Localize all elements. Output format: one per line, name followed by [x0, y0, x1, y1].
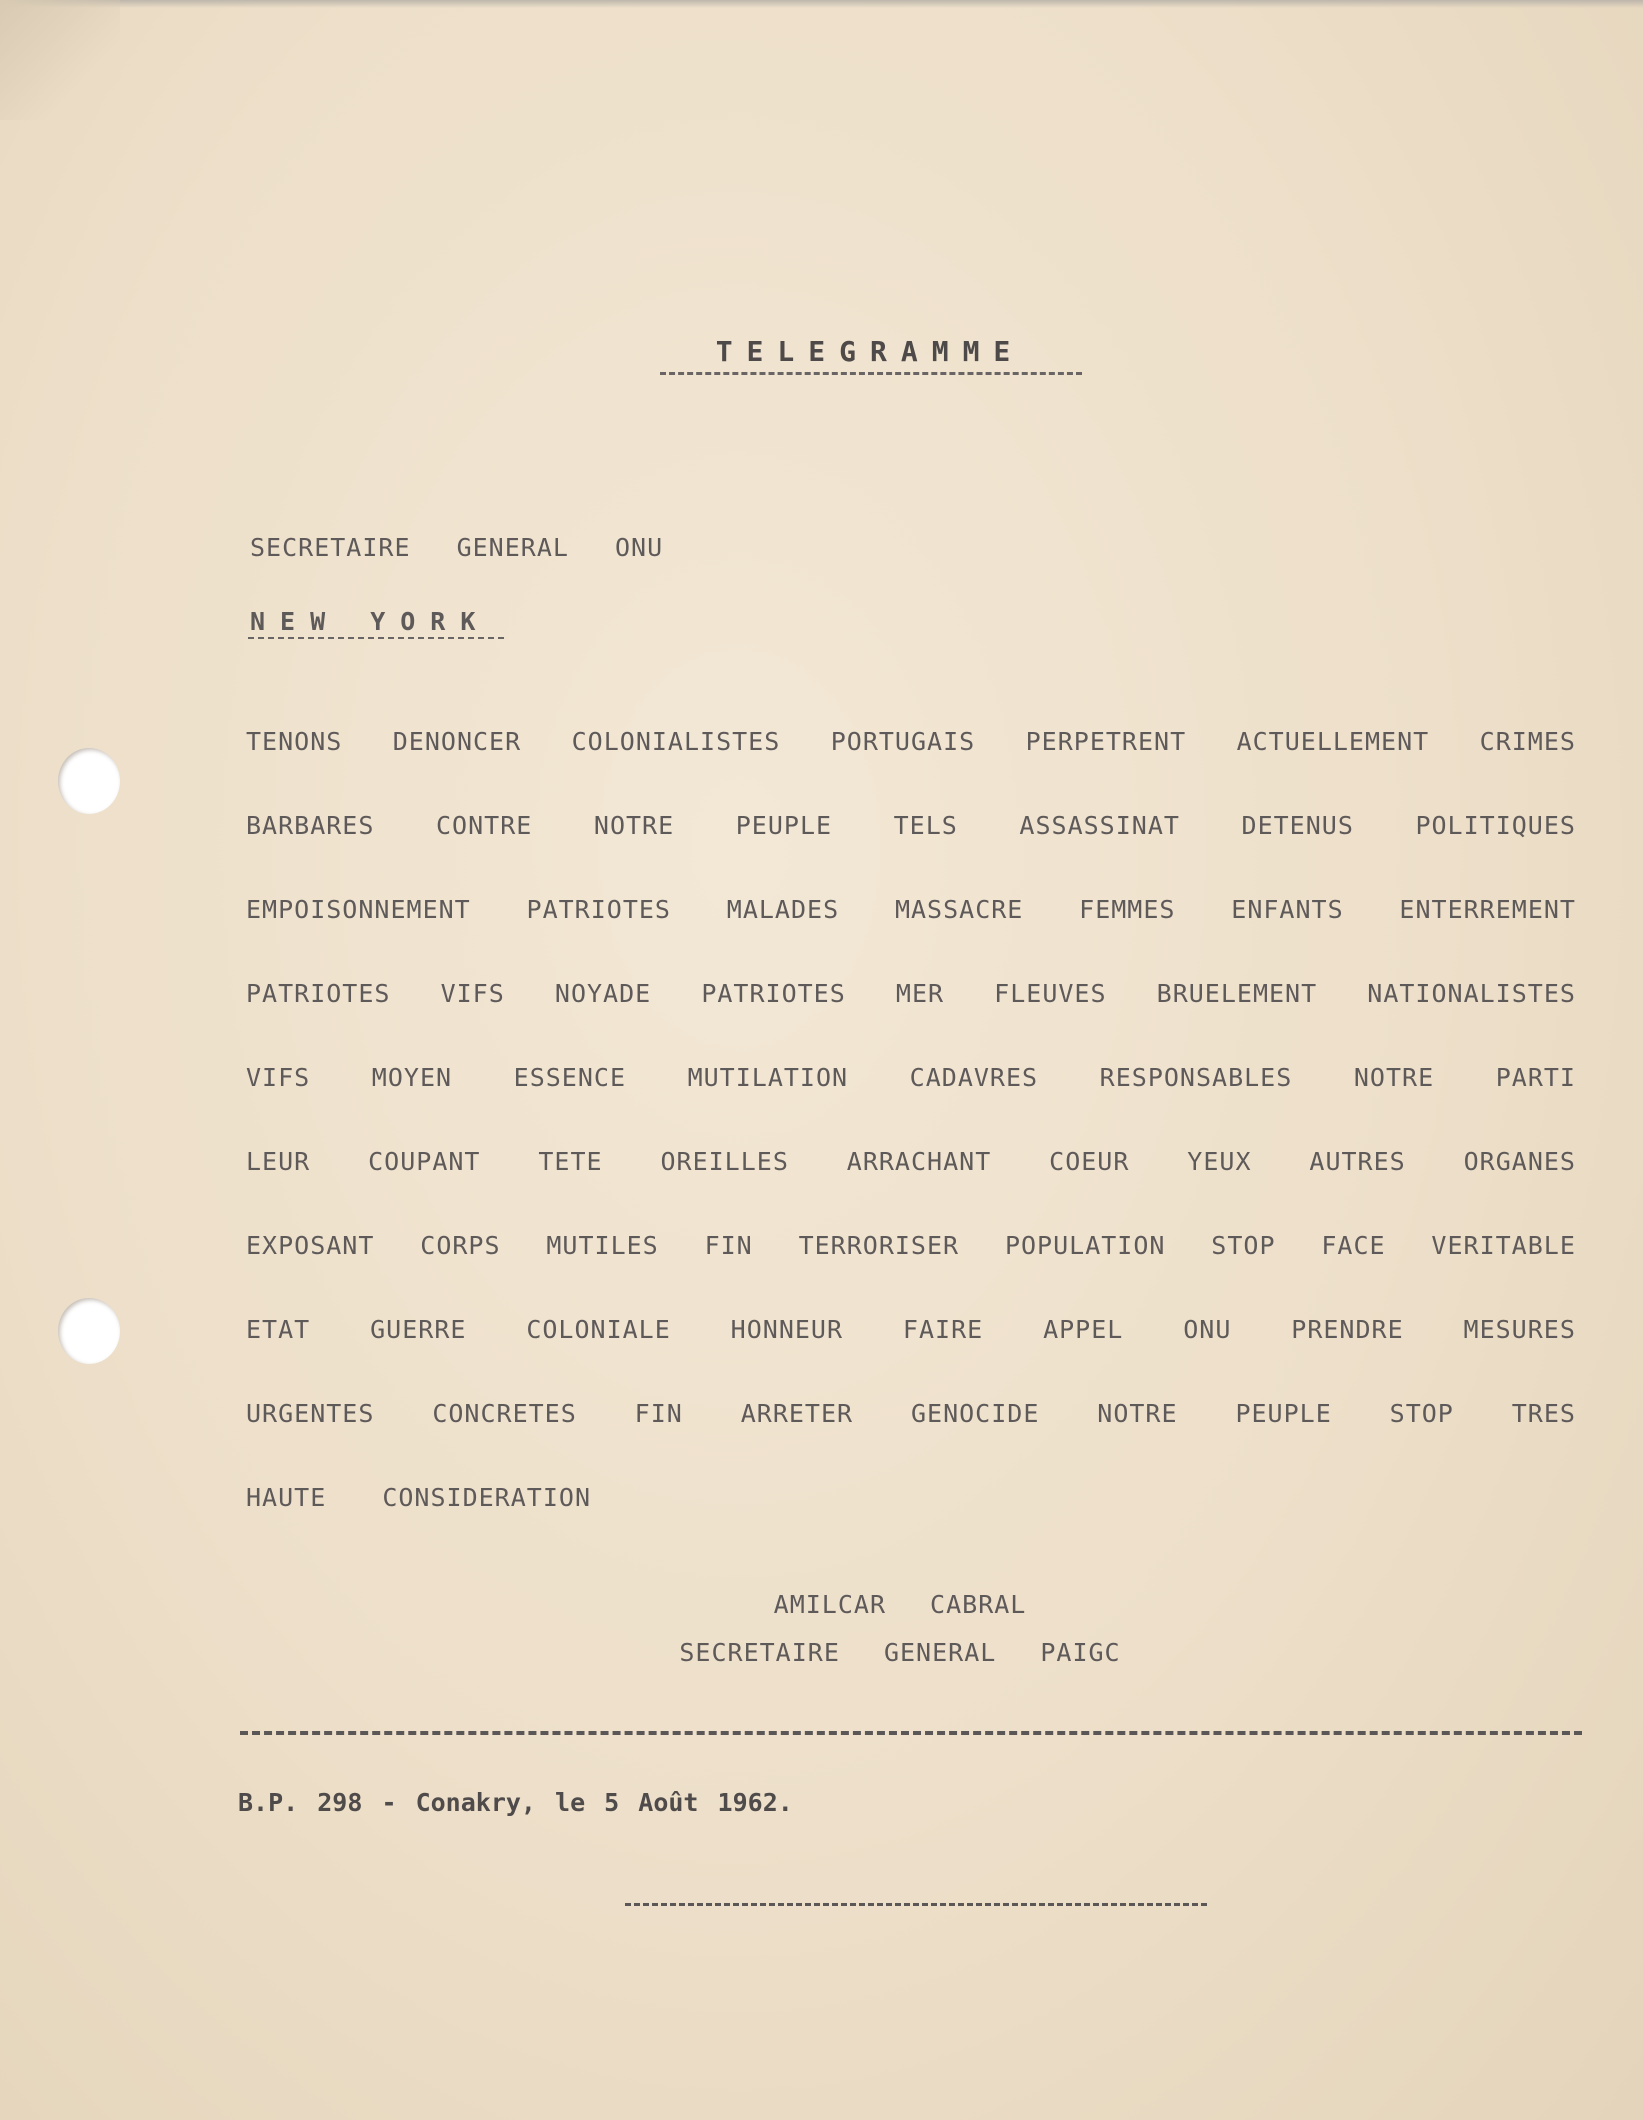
message-word: PRENDRE — [1291, 1315, 1404, 1344]
message-word: COUPANT — [368, 1147, 481, 1176]
message-word: ACTUELLEMENT — [1236, 727, 1430, 756]
message-word: MER — [895, 979, 945, 1008]
message-word: CONTRE — [436, 811, 533, 840]
message-word: EXPOSANT — [246, 1231, 375, 1260]
title-underline — [660, 372, 1082, 375]
message-word: MALADES — [726, 895, 840, 924]
message-word: CORPS — [420, 1231, 501, 1260]
message-line — [246, 1313, 1576, 1397]
message-word: GENOCIDE — [910, 1399, 1040, 1428]
message-line — [246, 1145, 1576, 1229]
message-word: TETE — [538, 1147, 603, 1176]
message-word: PEUPLE — [735, 811, 833, 840]
message-word: VIFS — [246, 1063, 311, 1092]
message-line — [246, 1061, 1576, 1145]
message-word: PARTI — [1495, 1063, 1576, 1092]
message-word: ESSENCE — [513, 1063, 626, 1092]
paper-corner-fold — [0, 0, 120, 120]
message-word: COEUR — [1049, 1147, 1130, 1176]
message-word: CRIMES — [1479, 727, 1576, 756]
punch-hole-top — [58, 748, 120, 814]
message-word: PATRIOTES — [701, 979, 846, 1008]
message-word: POLITIQUES — [1415, 811, 1576, 840]
message-body — [246, 725, 1576, 1565]
message-word: TELS — [893, 811, 958, 840]
message-word: GUERRE — [370, 1315, 467, 1344]
message-word: TERRORISER — [798, 1231, 960, 1260]
message-word: MOYEN — [371, 1063, 453, 1092]
message-word: ARRETER — [740, 1399, 854, 1428]
message-word: FEMMES — [1079, 895, 1176, 924]
message-word: PERPETRENT — [1025, 727, 1187, 756]
message-word: AUTRES — [1309, 1147, 1406, 1176]
message-word: LEUR — [246, 1147, 311, 1176]
message-word: ASSASSINAT — [1019, 811, 1180, 840]
message-word: FIN — [634, 1399, 683, 1428]
message-word: CONSIDERATION — [382, 1483, 591, 1512]
message-word: PEUPLE — [1235, 1399, 1332, 1428]
addressee-city: NEW YORK — [250, 607, 491, 636]
city-underline — [248, 637, 504, 639]
message-word: STOP — [1211, 1231, 1276, 1260]
message-word: MUTILES — [546, 1231, 659, 1260]
message-word: NOTRE — [1097, 1399, 1178, 1428]
dateline: B.P. 298 - Conakry, le 5 Août 1962. — [238, 1788, 793, 1817]
message-word: MESURES — [1463, 1315, 1576, 1344]
message-line — [246, 1481, 1576, 1565]
message-line — [246, 893, 1576, 977]
message-word: VIFS — [440, 979, 505, 1008]
message-word: FACE — [1321, 1231, 1386, 1260]
message-word: ONU — [1183, 1315, 1232, 1344]
message-line — [246, 1229, 1576, 1313]
message-word: ENFANTS — [1231, 895, 1344, 924]
message-word: STOP — [1389, 1399, 1454, 1428]
punch-hole-bottom — [58, 1298, 120, 1364]
signature-name: AMILCAR CABRAL — [773, 1590, 1027, 1619]
message-word: FIN — [704, 1231, 753, 1260]
message-word: APPEL — [1043, 1315, 1124, 1344]
message-word: FAIRE — [902, 1315, 984, 1344]
message-word: HONNEUR — [730, 1315, 844, 1344]
message-word: MUTILATION — [687, 1063, 849, 1092]
message-word: PATRIOTES — [526, 895, 671, 924]
message-word: FLEUVES — [994, 979, 1107, 1008]
separator-rule — [240, 1731, 1582, 1735]
message-word: CONCRETES — [432, 1399, 577, 1428]
message-word: COLONIALE — [526, 1315, 671, 1344]
message-word: MASSACRE — [894, 895, 1024, 924]
message-word: NOYADE — [554, 979, 652, 1008]
message-word: ORGANES — [1463, 1147, 1576, 1176]
message-line — [246, 977, 1576, 1061]
message-word: URGENTES — [246, 1399, 375, 1428]
message-word: BRUELEMENT — [1156, 979, 1318, 1008]
message-word: ARRACHANT — [846, 1147, 992, 1176]
message-line — [246, 1397, 1576, 1481]
message-line — [246, 809, 1576, 893]
message-word: POPULATION — [1004, 1231, 1166, 1260]
message-word: COLONIALISTES — [571, 727, 781, 756]
message-word: BARBARES — [246, 811, 375, 840]
signature-title: SECRETAIRE GENERAL PAIGC — [679, 1638, 1121, 1667]
message-word: DETENUS — [1241, 811, 1354, 840]
message-word: RESPONSABLES — [1099, 1063, 1293, 1092]
message-word: TENONS — [246, 727, 343, 756]
message-word: PORTUGAIS — [830, 727, 976, 756]
message-word: EMPOISONNEMENT — [246, 895, 471, 924]
message-word: ETAT — [246, 1315, 311, 1344]
message-word: PATRIOTES — [246, 979, 391, 1008]
closing-rule — [625, 1903, 1207, 1906]
message-word: CADAVRES — [909, 1063, 1039, 1092]
message-word: VERITABLE — [1431, 1231, 1576, 1260]
message-word: HAUTE — [246, 1483, 327, 1512]
message-word: DENONCER — [392, 727, 522, 756]
message-word: YEUX — [1187, 1147, 1252, 1176]
message-word: OREILLES — [660, 1147, 789, 1176]
paper-edge — [0, 0, 1643, 8]
addressee-line: SECRETAIRE GENERAL ONU — [250, 533, 664, 562]
message-word: NATIONALISTES — [1367, 979, 1576, 1008]
message-word: ENTERREMENT — [1399, 895, 1576, 924]
message-word: TRES — [1511, 1399, 1576, 1428]
message-line — [246, 725, 1576, 809]
message-word: NOTRE — [1353, 1063, 1435, 1092]
document-title: TELEGRAMME — [715, 335, 1025, 368]
message-word: NOTRE — [593, 811, 675, 840]
